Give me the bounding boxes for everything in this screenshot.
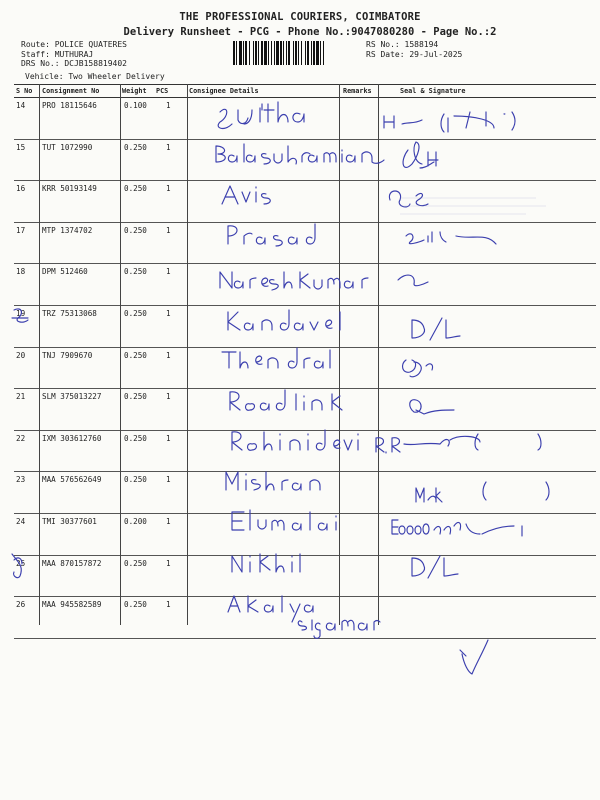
- cell-sno: 16: [16, 184, 26, 194]
- drs-label: DRS No.: DCJB158819402: [21, 59, 127, 68]
- rs-date-label: RS Date: 29-Jul-2025: [366, 49, 463, 59]
- cell-pcs: 1: [166, 600, 171, 610]
- handwritten-name-mishran: [226, 472, 320, 490]
- col-remarks: Remarks: [343, 87, 372, 95]
- col-weight: Weight: [122, 87, 147, 95]
- handwritten-name-akalya-sigamani: [228, 596, 380, 638]
- rs-no-label: RS No.: 1588194: [366, 40, 439, 49]
- route-label: Route: POLICE QUATERES: [21, 40, 127, 49]
- cell-pcs: 1: [166, 350, 171, 360]
- handwritten-signature-row-18: [398, 275, 428, 286]
- company-title: THE PROFESSIONAL COURIERS, COIMBATORE: [179, 11, 421, 23]
- cell-pcs: 1: [166, 308, 171, 318]
- handwritten-name-kandavel: [228, 310, 340, 330]
- col-seal-signature: Seal & Signature: [400, 87, 466, 95]
- handwritten-name-road-link: [230, 390, 342, 410]
- cell-weight: 0.250: [124, 350, 147, 360]
- cell-pcs: 1: [166, 267, 171, 277]
- handwritten-signature-row-25: [412, 556, 458, 578]
- cell-pcs: 1: [166, 225, 171, 235]
- handwritten-signature-row-23: [416, 482, 549, 502]
- cell-weight: 0.250: [124, 475, 147, 485]
- handwritten-signature-row-17: [406, 232, 496, 244]
- cell-weight: 0.250: [124, 142, 147, 152]
- handwritten-signature-row-20: [403, 360, 433, 377]
- cell-sno: 22: [16, 433, 26, 443]
- handwritten-name-elumalai: [232, 510, 336, 530]
- cell-consignment-no: KRR 50193149: [42, 184, 97, 194]
- handwritten-name-sujitha: [218, 102, 304, 128]
- cell-sno: 26: [16, 600, 26, 610]
- cell-pcs: 1: [166, 392, 171, 402]
- handwritten-name-balasubramanian: [216, 144, 384, 164]
- handwritten-name-prasad: [228, 224, 315, 246]
- cell-weight: 0.250: [124, 184, 147, 194]
- faded-stamp: [396, 192, 556, 220]
- handwritten-signature-row-14: [384, 112, 515, 132]
- cell-consignment-no: TUT 1072990: [42, 142, 93, 152]
- cell-pcs: 1: [166, 142, 171, 152]
- cell-weight: 0.100: [124, 101, 147, 110]
- cell-consignment-no: MTP 1374702: [42, 225, 93, 235]
- cell-sno: 19: [16, 308, 26, 318]
- cell-consignment-no: TMI 30377601: [42, 516, 97, 526]
- handwritten-name-rohinidevi: [232, 430, 358, 450]
- handwritten-signature-row-15: [403, 142, 438, 168]
- cell-consignment-no: SLM 375013227: [42, 392, 102, 402]
- handwritten-signature-row-19: [412, 318, 460, 340]
- cell-sno: 23: [16, 475, 26, 485]
- handwritten-signature-row-21: [410, 400, 454, 414]
- cell-weight: 0.250: [124, 433, 147, 443]
- cell-consignment-no: DPM 512460: [42, 267, 88, 277]
- margin-tick-row-19: [12, 309, 28, 322]
- handwritten-name-avis: [222, 186, 270, 204]
- cell-consignment-no: IXM 303612760: [42, 433, 102, 443]
- cell-consignment-no: MAA 870157872: [42, 558, 102, 568]
- runsheet-title: Delivery Runsheet - PCG - Phone No.:9047080280 - Page No.:2: [123, 26, 497, 38]
- vehicle-label: Vehicle: Two Wheeler Delivery: [25, 72, 165, 81]
- cell-weight: 0.200: [124, 516, 147, 526]
- cell-pcs: 1: [166, 475, 171, 485]
- col-consignment: Consignment No: [42, 87, 100, 95]
- cell-pcs: 1: [166, 558, 171, 568]
- cell-sno: 17: [16, 225, 26, 235]
- cell-weight: 0.250: [124, 267, 147, 277]
- cell-consignment-no: TNJ 7909670: [42, 350, 93, 360]
- cell-consignment-no: TRZ 75313068: [42, 308, 97, 318]
- cell-weight: 0.250: [124, 392, 147, 402]
- handwritten-name-naresh-kumar: [220, 272, 368, 290]
- cell-weight: 0.250: [124, 308, 147, 318]
- cell-weight: 0.250: [124, 600, 147, 610]
- cell-weight: 0.250: [124, 558, 147, 568]
- margin-tick-row-25: [12, 554, 22, 578]
- cell-sno: 15: [16, 142, 26, 152]
- staff-label: Staff: MUTHURAJ: [21, 49, 94, 59]
- cell-weight: 0.250: [124, 225, 147, 235]
- handwritten-signature-row-24: [392, 520, 522, 536]
- cell-pcs: 1: [166, 516, 171, 526]
- cell-consignment-no: MAA 576562649: [42, 475, 102, 485]
- cell-consignment-no: MAA 945582589: [42, 600, 102, 610]
- handwritten-signature-row-22: [376, 434, 541, 453]
- cell-sno: 21: [16, 392, 26, 402]
- cell-pcs: 1: [166, 433, 171, 443]
- col-consignee: Consignee Details: [189, 87, 259, 95]
- cell-sno: 24: [16, 516, 26, 526]
- check-mark: [460, 640, 488, 674]
- cell-sno: 25: [16, 558, 26, 568]
- col-sno: S No: [16, 87, 33, 95]
- cell-pcs: 1: [166, 101, 171, 110]
- cell-pcs: 1: [166, 184, 171, 194]
- cell-sno: 14: [16, 101, 26, 110]
- cell-sno: 18: [16, 267, 26, 277]
- cell-sno: 20: [16, 350, 26, 360]
- handwritten-name-thendral: [222, 348, 330, 368]
- handwritten-name-nikhil: [232, 554, 300, 572]
- cell-consignment-no: PRO 18115646: [42, 101, 97, 110]
- col-pcs: PCS: [156, 87, 169, 95]
